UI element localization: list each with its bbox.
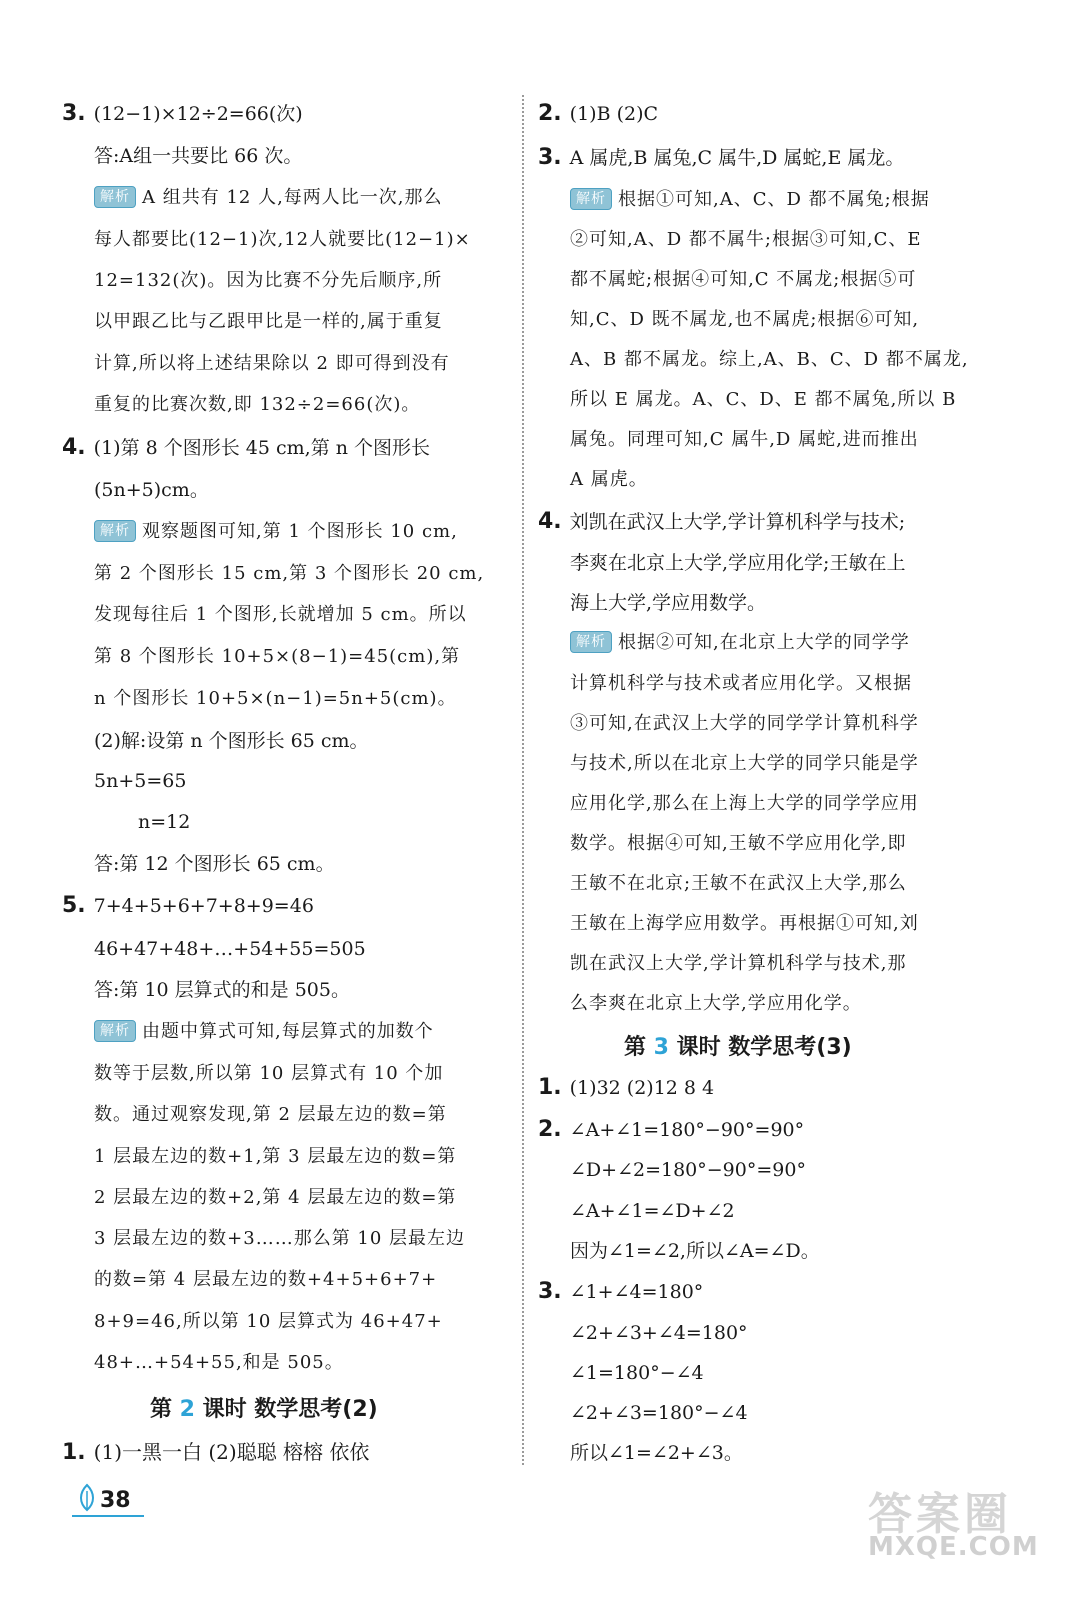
q4-analysis-line: 解析 观察题图可知,第 1 个图形长 10 cm, xyxy=(94,518,458,546)
q4-analysis-line: 发现每往后 1 个图形,长就增加 5 cm。所以 xyxy=(94,604,467,625)
q3-analysis-line: 计算,所以将上述结果除以 2 即可得到没有 xyxy=(94,353,450,374)
q4r-analysis-line: ③可知,在武汉上大学的同学学计算机科学 xyxy=(570,713,919,734)
q2-right: 2. (1)B (2)C xyxy=(538,101,659,126)
lesson-3-q3: 3. ∠1+∠4=180° xyxy=(538,1279,704,1304)
q3-analysis-line: 解析 A 组共有 12 人,每两人比一次,那么 xyxy=(94,184,443,212)
question-number: 4. xyxy=(538,509,562,534)
q3-analysis-line: 以甲跟乙比与乙跟甲比是一样的,属于重复 xyxy=(94,311,443,332)
q3-analysis-line: 每人都要比(12−1)次,12人就要比(12−1)× xyxy=(94,229,471,250)
lesson-2-q1: 1. (1)一黑一白 (2)聪聪 榕榕 依依 xyxy=(62,1440,370,1465)
q3r-analysis-line: 所以 E 属龙。A、C、D、E 都不属兔,所以 B xyxy=(570,389,957,410)
q4r-analysis-line: 王敏不在北京;王敏不在武汉上大学,那么 xyxy=(570,873,907,894)
q3r-analysis-line: 解析 根据①可知,A、C、D 都不属兔;根据 xyxy=(570,186,930,214)
q3r-analysis-line: 知,C、D 既不属龙,也不属虎;根据⑥可知, xyxy=(570,309,920,330)
q5-analysis-line: 48+…+54+55,和是 505。 xyxy=(94,1352,344,1373)
q4r-analysis-line: 么李爽在北京上大学,学应用化学。 xyxy=(570,993,862,1014)
q3-answer: 答:A组一共要比 66 次。 xyxy=(94,145,303,167)
q5-line: 答:第 10 层算式的和是 505。 xyxy=(94,979,350,1001)
q4-left: 4. (1)第 8 个图形长 45 cm,第 n 个图形长 xyxy=(62,435,431,460)
question-number: 2. xyxy=(538,101,562,126)
q5-analysis-line: 的数=第 4 层最左边的数+4+5+6+7+ xyxy=(94,1269,438,1290)
q3-formula: (12−1)×12÷2=66(次) xyxy=(93,103,303,125)
lesson-2-heading: 第 2 课时 数学思考(2) xyxy=(150,1397,378,1422)
q3r-analysis-line: ②可知,A、D 都不属牛;根据③可知,C、E xyxy=(570,229,922,250)
footer-underline xyxy=(72,1515,144,1517)
lesson-3-q2: 2. ∠A+∠1=180°−90°=90° xyxy=(538,1117,805,1142)
question-number: 5. xyxy=(62,893,86,918)
q5-analysis-line: 2 层最左边的数+2,第 4 层最左边的数=第 xyxy=(94,1187,457,1208)
l3q2-line: ∠D+∠2=180°−90°=90° xyxy=(570,1159,806,1181)
q3-analysis-line: 重复的比赛次数,即 132÷2=66(次)。 xyxy=(94,394,421,415)
q3r-analysis-line: 都不属蛇;根据④可知,C 不属龙;根据⑤可 xyxy=(570,269,917,290)
q3r-analysis-line: A 属虎。 xyxy=(570,469,648,490)
q5-analysis-line: 8+9=46,所以第 10 层算式为 46+47+ xyxy=(94,1311,443,1332)
q4-line: (5n+5)cm。 xyxy=(94,479,209,501)
q5-left: 5. 7+4+5+6+7+8+9=46 xyxy=(62,893,314,918)
question-number: 1. xyxy=(62,1440,86,1465)
q5-analysis-line: 数。通过观察发现,第 2 层最左边的数=第 xyxy=(94,1104,447,1125)
watermark-logo: 答案圈 xyxy=(868,1489,1012,1540)
question-number: 1. xyxy=(538,1075,562,1100)
analysis-tag: 解析 xyxy=(94,520,136,542)
q4-part2-line: 5n+5=65 xyxy=(94,770,187,792)
q4r-line: 海上大学,学应用数学。 xyxy=(570,592,767,614)
analysis-tag: 解析 xyxy=(94,186,136,208)
l3q3-line: ∠2+∠3+∠4=180° xyxy=(570,1322,748,1344)
page-number: 38 xyxy=(100,1488,131,1513)
watermark-url: MXQE.COM xyxy=(868,1532,1039,1562)
q5-analysis-line: 数等于层数,所以第 10 层算式有 10 个加 xyxy=(94,1063,444,1084)
question-number: 4. xyxy=(62,435,86,460)
l3q2-line: ∠A+∠1=∠D+∠2 xyxy=(570,1200,735,1222)
analysis-tag: 解析 xyxy=(94,1020,136,1042)
analysis-tag: 解析 xyxy=(570,631,612,653)
q4r-analysis-line: 与技术,所以在北京上大学的同学只能是学 xyxy=(570,753,919,774)
q3r-analysis-line: A、B 都不属龙。综上,A、B、C、D 都不属龙, xyxy=(570,349,969,370)
q5-analysis-line: 1 层最左边的数+1,第 3 层最左边的数=第 xyxy=(94,1146,457,1167)
q4r-analysis-line: 计算机科学与技术或者应用化学。又根据 xyxy=(570,673,912,694)
q5-analysis-line: 3 层最左边的数+3……那么第 10 层最左边 xyxy=(94,1228,466,1249)
l3q3-line: 所以∠1=∠2+∠3。 xyxy=(570,1442,743,1464)
q3r-analysis-line: 属兔。同理可知,C 属牛,D 属蛇,进而推出 xyxy=(570,429,919,450)
q5-analysis-line: 解析 由题中算式可知,每层算式的加数个 xyxy=(94,1018,434,1046)
q4r-line: 李爽在北京上大学,学应用化学;王敏在上 xyxy=(570,552,906,574)
q4r-analysis-line: 凯在武汉上大学,学计算机科学与技术,那 xyxy=(570,953,907,974)
l3q3-line: ∠1=180°−∠4 xyxy=(570,1362,704,1384)
l3q2-line: 因为∠1=∠2,所以∠A=∠D。 xyxy=(570,1240,820,1262)
q4-analysis-line: n 个图形长 10+5×(n−1)=5n+5(cm)。 xyxy=(94,688,457,709)
question-number: 2. xyxy=(538,1117,562,1142)
q4-analysis-line: 第 2 个图形长 15 cm,第 3 个图形长 20 cm, xyxy=(94,563,485,584)
lesson-3-q1: 1. (1)32 (2)12 8 4 xyxy=(538,1075,715,1100)
q4r-analysis-line: 数学。根据④可知,王敏不学应用化学,即 xyxy=(570,833,907,854)
leaf-icon xyxy=(76,1483,98,1513)
q4r-analysis-line: 解析 根据②可知,在北京上大学的同学学 xyxy=(570,629,910,657)
q4-part2-line: 答:第 12 个图形长 65 cm。 xyxy=(94,853,335,875)
l3q3-line: ∠2+∠3=180°−∠4 xyxy=(570,1402,748,1424)
q3-analysis-line: 12=132(次)。因为比赛不分先后顺序,所 xyxy=(94,270,443,291)
q3-left xyxy=(62,100,303,128)
analysis-tag: 解析 xyxy=(570,188,612,210)
q4r-analysis-line: 王敏在上海学应用数学。再根据①可知,刘 xyxy=(570,913,919,934)
q4r-analysis-line: 应用化学,那么在上海上大学的同学学应用 xyxy=(570,793,919,814)
q4-right: 4. 刘凯在武汉上大学,学计算机科学与技术; xyxy=(538,509,906,534)
question-number: 3. xyxy=(62,101,86,126)
question-number: 3. xyxy=(538,145,562,170)
lesson-3-heading: 第 3 课时 数学思考(3) xyxy=(624,1035,852,1060)
column-divider xyxy=(522,95,524,1465)
q5-line: 46+47+48+…+54+55=505 xyxy=(94,938,366,960)
q3-right: 3. A 属虎,B 属兔,C 属牛,D 属蛇,E 属龙。 xyxy=(538,145,905,170)
q4-part2-line: (2)解:设第 n 个图形长 65 cm。 xyxy=(94,730,369,752)
q4-part2-line: n=12 xyxy=(138,811,191,833)
q4-analysis-line: 第 8 个图形长 10+5×(8−1)=45(cm),第 xyxy=(94,646,461,667)
question-number: 3. xyxy=(538,1279,562,1304)
